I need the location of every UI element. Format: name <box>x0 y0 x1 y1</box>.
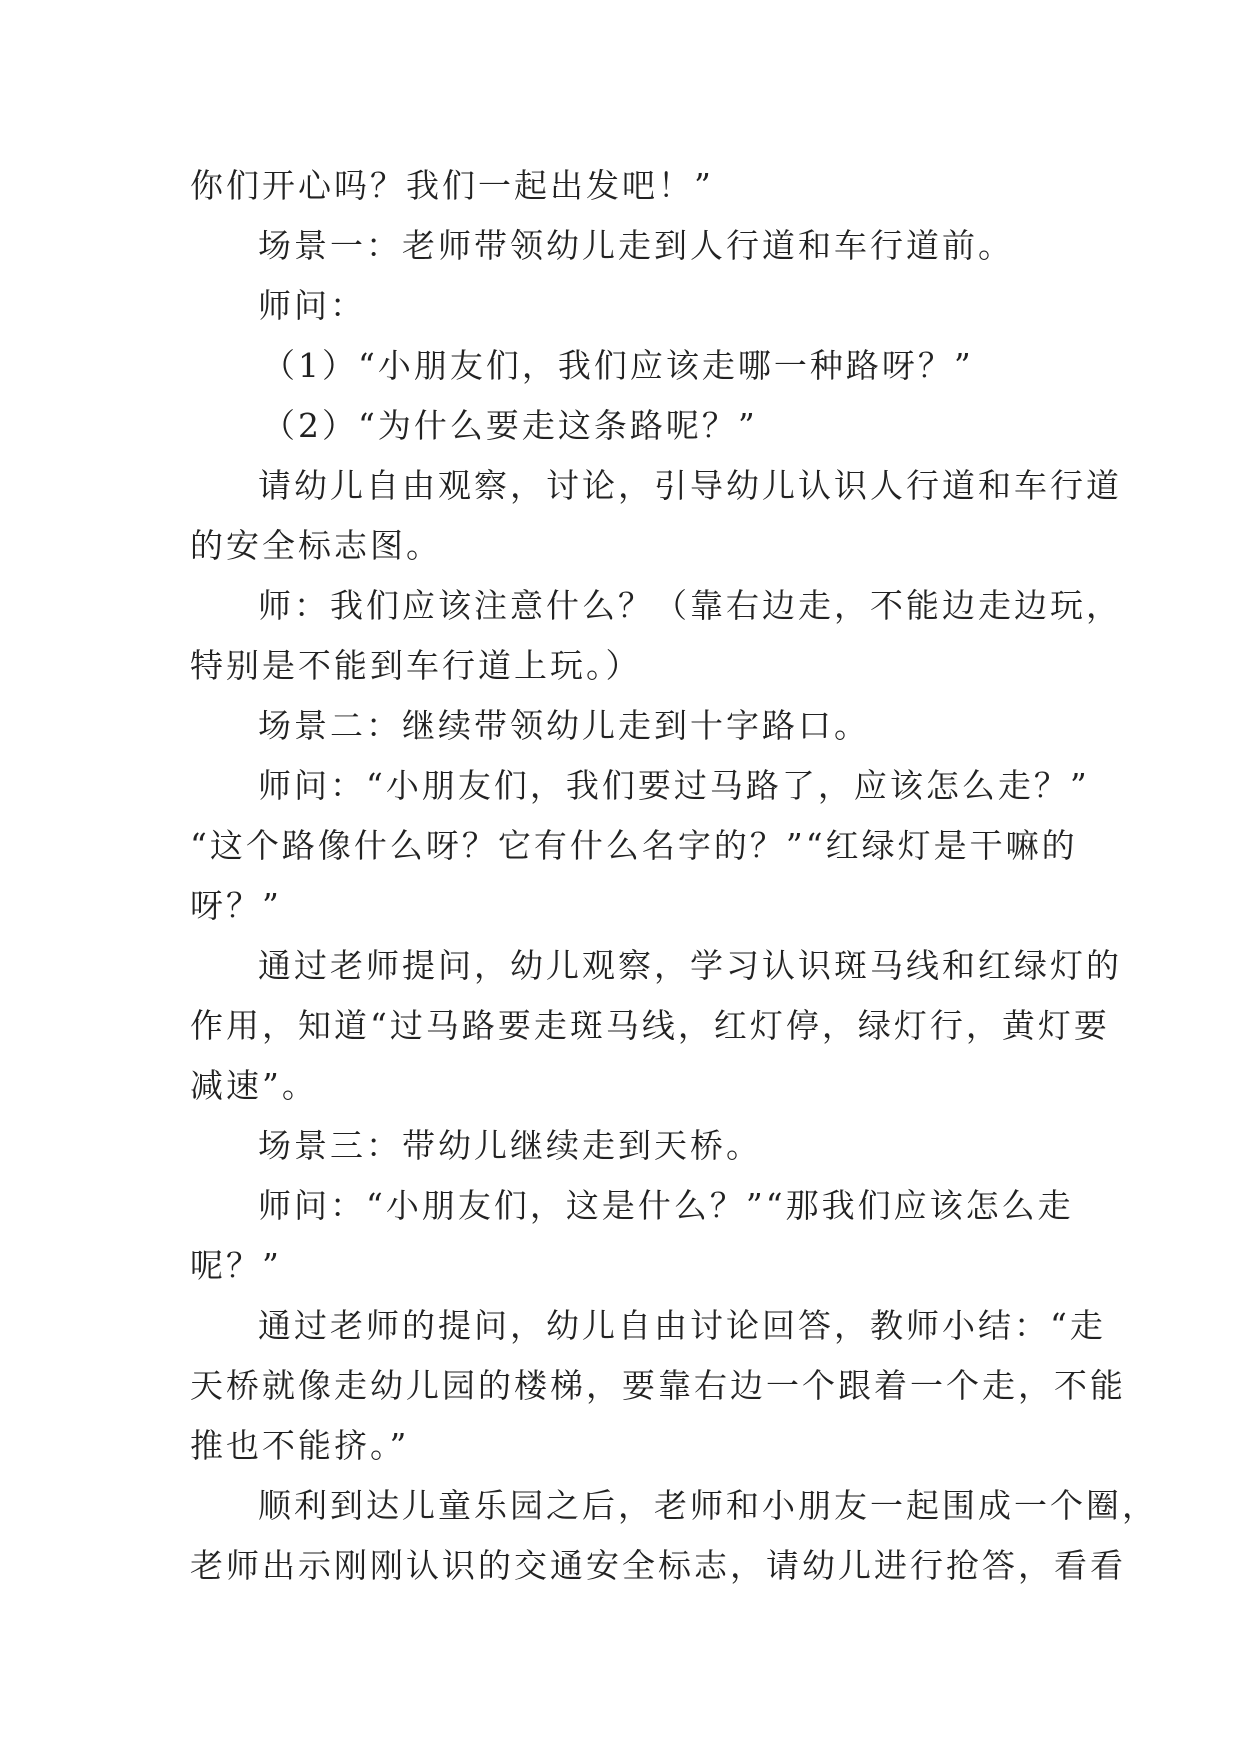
text-line: 顺利到达儿童乐园之后，老师和小朋友一起围成一个圈， <box>258 1486 1158 1525</box>
text-line: 作用，知道“过马路要走斑马线，红灯停，绿灯行，黄灯要 <box>190 1006 1110 1045</box>
text-line: 场景一：老师带领幼儿走到人行道和车行道前。 <box>258 226 1014 265</box>
text-line: 请幼儿自由观察，讨论，引导幼儿认识人行道和车行道 <box>258 466 1122 505</box>
text-line: “这个路像什么呀？它有什么名字的？”“红绿灯是干嘛的 <box>190 826 1078 865</box>
text-line: （1）“小朋友们，我们应该走哪一种路呀？” <box>262 346 974 385</box>
text-line: 场景二：继续带领幼儿走到十字路口。 <box>258 706 870 745</box>
text-line: 师问： <box>258 286 366 325</box>
text-line: 天桥就像走幼儿园的楼梯，要靠右边一个跟着一个走，不能 <box>190 1366 1126 1405</box>
text-line: 通过老师的提问，幼儿自由讨论回答，教师小结：“走 <box>258 1306 1106 1345</box>
text-line: 呀？” <box>190 886 282 925</box>
text-line: 推也不能挤。” <box>190 1426 410 1465</box>
text-line: 的安全标志图。 <box>190 526 442 565</box>
text-line: 你们开心吗？我们一起出发吧！” <box>190 166 714 205</box>
text-line: （2）“为什么要走这条路呢？” <box>262 406 758 445</box>
text-line: 呢？” <box>190 1246 282 1285</box>
text-line: 减速”。 <box>190 1066 318 1105</box>
text-line: 师问：“小朋友们，我们要过马路了，应该怎么走？” <box>258 766 1090 805</box>
text-line: 场景三：带幼儿继续走到天桥。 <box>258 1126 762 1165</box>
text-line: 特别是不能到车行道上玩。） <box>190 646 642 685</box>
text-line: 通过老师提问，幼儿观察，学习认识斑马线和红绿灯的 <box>258 946 1122 985</box>
text-line: 师：我们应该注意什么？（靠右边走，不能边走边玩， <box>258 586 1122 625</box>
text-line: 老师出示刚刚认识的交通安全标志，请幼儿进行抢答，看看 <box>190 1546 1126 1585</box>
text-line: 师问：“小朋友们，这是什么？”“那我们应该怎么走 <box>258 1186 1074 1225</box>
